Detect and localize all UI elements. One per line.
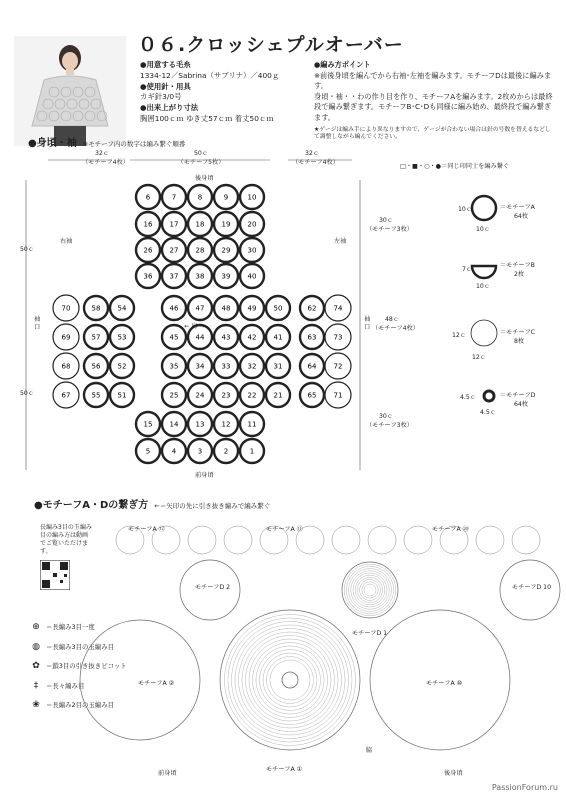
dim-right-top-sub: （モチーフ3枚）: [366, 226, 413, 233]
motif-number: 25: [169, 391, 179, 400]
legend-symbol-icon: ‡: [33, 680, 39, 691]
size-heading: ●出来上がり寸法: [140, 103, 199, 113]
motif-c-count: 8枚: [514, 338, 525, 345]
section2-sub: ←＝矢印の先に引き抜き編みで編み繋ぐ: [154, 502, 271, 510]
materials-value: 1334-12／Sabrina（サブリナ）／400ｇ: [140, 70, 280, 80]
join-label-a2: モチーフA ②: [138, 680, 175, 687]
join-label-a1: モチーフA ①: [266, 766, 303, 773]
dim-top-left-value: 32ｃ: [94, 150, 110, 157]
lace-ring: [364, 584, 376, 596]
legend-symbol-icon: ⊕: [32, 622, 40, 632]
motif-number: 53: [117, 333, 127, 342]
lace-ring: [242, 632, 338, 728]
motif-number: 54: [117, 304, 127, 313]
lace-ring: [512, 526, 540, 554]
motif-number: 13: [195, 420, 205, 429]
motif-number: 70: [61, 304, 71, 313]
section-title-text: ●身頃・袖: [28, 138, 77, 149]
dim-top-mid-sub: （モチーフ5枚）: [177, 159, 225, 166]
dim-right-mid-sub: （モチーフ4枚）: [372, 325, 419, 332]
lace-ring: [224, 526, 252, 554]
lace-ring: [270, 660, 310, 700]
motif-number: 39: [221, 272, 231, 281]
motif-number: 71: [333, 391, 343, 400]
motif-number: 16: [143, 220, 153, 229]
motif-number: 52: [117, 362, 127, 371]
motif-d-h: 4.5ｃ: [460, 394, 477, 401]
lace-ring: [228, 618, 352, 742]
motif-c-w: 12ｃ: [472, 354, 487, 361]
motif-number: 46: [169, 304, 179, 313]
motif-number: 15: [143, 420, 153, 429]
motif-number: 37: [169, 272, 179, 281]
motif-number: 73: [333, 333, 343, 342]
motif-number: 42: [247, 333, 257, 342]
motif-number: 6: [145, 193, 151, 202]
motif-number: 43: [221, 333, 231, 342]
lace-ring: [263, 653, 317, 707]
motif-b-count: 2枚: [514, 271, 525, 278]
motif-number: 2: [223, 447, 229, 456]
motif-number: 34: [195, 362, 205, 371]
motif-c-label: ＝モチーフC: [500, 329, 535, 336]
join-label-d10: モチーフD 10: [512, 584, 552, 591]
motif-number: 18: [195, 220, 205, 229]
motif-number: 56: [91, 362, 101, 371]
motif-number: 7: [171, 193, 177, 202]
legend-symbol-icon: ❀: [32, 700, 40, 710]
lace-ring: [239, 629, 342, 732]
section-sub: ※モチーフ内の数字は編み繋ぐ順番: [82, 140, 186, 148]
motif-number: 3: [197, 447, 203, 456]
motif-number: 47: [195, 304, 205, 313]
motif-number: 33: [221, 362, 231, 371]
join-label-a11: モチーフA ⑪: [266, 526, 303, 533]
motif-number: 45: [169, 333, 179, 342]
lace-ring: [249, 639, 331, 721]
dim-right-bottom-sub: （モチーフ3枚）: [366, 422, 413, 429]
motif-number: 57: [91, 333, 101, 342]
lace-ring: [360, 580, 381, 601]
legend-text: ＝長編み2目の玉編み目: [46, 701, 114, 709]
label-sleeve-opening-right: 袖口: [364, 316, 371, 331]
lace-ring: [256, 646, 324, 714]
lace-ring: [404, 526, 432, 554]
legend-text: ＝長編み3目一度: [46, 623, 95, 631]
motif-b-w: 10ｃ: [476, 283, 491, 290]
lace-ring: [353, 573, 387, 607]
join-label-a10: モチーフA ⑩: [426, 680, 463, 687]
legend-symbol-icon: ◍: [32, 641, 40, 652]
motif-number: 67: [61, 391, 71, 400]
lace-ring: [282, 672, 298, 688]
motif-number: 29: [221, 246, 231, 255]
points-heading: ●編み方ポイント: [314, 60, 371, 69]
motif-a-h: 10ｃ: [458, 206, 473, 213]
motif-number: 1: [249, 447, 255, 456]
lace-ring: [225, 615, 356, 746]
motif-d-w: 4.5ｃ: [480, 409, 497, 416]
motif-number: 9: [223, 193, 229, 202]
dim-top-right-sub: （モチーフ4枚）: [292, 159, 339, 166]
motif-number: 50: [273, 304, 283, 313]
lace-ring: [246, 636, 335, 725]
motif-a-label: ＝モチーフA: [500, 204, 535, 211]
motif-a-w: 10ｃ: [476, 226, 491, 233]
qr-caption: 長編み3目の玉編み目の編み方は動画でご覧いただけます。: [40, 524, 92, 555]
motif-number: 4: [171, 447, 177, 456]
dim-top-mid-value: 50ｃ: [193, 150, 209, 157]
motif-number: 24: [195, 391, 205, 400]
lace-ring: [357, 577, 382, 602]
motif-a-count: 64枚: [514, 213, 529, 220]
motif-number: 69: [61, 333, 71, 342]
motif-number: 68: [61, 362, 71, 371]
motif-number: 28: [195, 246, 205, 255]
dim-right-top-value: 30ｃ: [378, 217, 394, 224]
lace-ring: [368, 526, 396, 554]
motif-number: 26: [143, 246, 153, 255]
lace-ring: [188, 526, 216, 554]
label-sleeve-opening-left: 袖口: [34, 316, 41, 331]
motif-number: 49: [247, 304, 257, 313]
materials-heading: ●用意する毛糸: [140, 60, 191, 69]
points-line-2: 身頃・袖・・わの作り目を作り、モチーフAを編みます。2枚めからは最終段で編み繋ぎます。モチーフB･C･Dも同様に編み始め、最終段で編み繋ぎます。: [314, 91, 553, 122]
dim-left-bottom: 50ｃ: [20, 390, 35, 397]
lace-ring: [220, 610, 360, 750]
lace-ring: [346, 566, 393, 613]
label-side: 脇: [366, 747, 373, 754]
motif-number: 35: [169, 362, 179, 371]
label-front-body: 前身頃: [158, 770, 177, 777]
legend-symbol-icon: ✿: [32, 661, 40, 671]
motif-c-h: 12ｃ: [452, 332, 467, 339]
motif-number: 30: [247, 246, 257, 255]
label-right-sleeve: 右袖: [60, 238, 73, 245]
label-back: 後身頃: [195, 175, 214, 182]
tools-value: カギ針3/0号: [140, 92, 182, 102]
dim-right-mid-value: 48ｃ: [384, 316, 400, 323]
lace-ring: [267, 657, 314, 704]
page-title: ０６.クロッシェプルオーバー: [138, 34, 404, 56]
gauge-note: ★ゲージは編み手により異なりますので、ゲージが合わない場合は針の号数を替えるなどして調整しながら編んでください。: [314, 127, 551, 141]
motif-number: 64: [307, 362, 317, 371]
lace-ring: [342, 562, 398, 618]
lace-ring: [253, 643, 328, 718]
motif-number: 17: [169, 220, 179, 229]
motif-number: 36: [143, 272, 153, 281]
join-label-d1: モチーフD 1: [352, 630, 388, 637]
motif-number: 55: [91, 391, 101, 400]
motif-number: 51: [117, 391, 127, 400]
motif-d-label: ＝モチーフD: [500, 392, 536, 399]
join-label-a20: モチーフA ⑳: [432, 526, 469, 533]
motif-b-label: ＝モチーフB: [500, 262, 535, 269]
label-front: 前身頃: [195, 472, 214, 479]
motif-number: 21: [273, 391, 283, 400]
motif-number: 40: [247, 272, 257, 281]
lace-ring: [476, 526, 504, 554]
motif-number: 44: [195, 333, 205, 342]
lace-ring: [351, 571, 389, 609]
section2-title-text: ●モチーフA・Dの繋ぎ方: [34, 500, 149, 511]
motif-number: 58: [91, 304, 101, 313]
motif-number: 41: [273, 333, 283, 342]
dim-top-right-value: 32ｃ: [304, 150, 320, 157]
motif-number: 74: [333, 304, 343, 313]
label-shoulder: ← 肩 →: [184, 323, 205, 330]
motif-number: 23: [221, 391, 231, 400]
size-value: 胸囲100ｃｍ ゆき丈57ｃｍ 着丈50ｃｍ: [140, 113, 274, 123]
lace-ring: [332, 526, 360, 554]
watermark: PassionForum.ru: [491, 783, 558, 792]
motif-number: 20: [247, 220, 257, 229]
tools-heading: ●使用針・用具: [140, 81, 191, 91]
motif-number: 19: [221, 220, 231, 229]
join-label-d2: モチーフD 2: [195, 584, 231, 591]
lace-ring: [349, 569, 392, 612]
motif-number: 5: [145, 447, 151, 456]
lace-ring: [344, 564, 396, 616]
motif-number: 8: [197, 193, 203, 202]
motif-number: 65: [307, 391, 317, 400]
motif-number: 72: [333, 362, 343, 371]
motif-number: 32: [247, 362, 257, 371]
legend-text: ＝長々編み目: [46, 681, 85, 690]
lace-ring: [362, 582, 378, 598]
lace-ring: [235, 625, 345, 735]
legend-text: ＝長編み3目の玉編み目: [46, 642, 114, 651]
motif-number: 10: [247, 193, 257, 202]
motif-number: 11: [247, 420, 257, 429]
motif-b-h: 7ｃ: [462, 266, 473, 273]
label-back-body: 後身頃: [444, 770, 463, 777]
motif-number: 12: [221, 420, 231, 429]
lace-ring: [260, 650, 321, 711]
legend-text: ＝鎖3目の引き抜きピコット: [46, 662, 127, 670]
motif-number: 22: [247, 391, 257, 400]
dim-left-top: 50ｃ: [20, 246, 35, 253]
motif-number: 63: [307, 333, 317, 342]
dim-right-bottom-value: 30ｃ: [378, 413, 394, 420]
dim-top-left-sub: （モチーフ4枚）: [82, 159, 129, 166]
motif-number: 14: [169, 420, 179, 429]
join-note: □・■・○・●＝同じ印同士を編み繋ぐ: [400, 163, 510, 170]
points-line-1: ※前後身頃を編んでから右袖･左袖を編みます。モチーフDは最後に編みます。: [314, 70, 552, 90]
motif-number: 27: [169, 246, 179, 255]
motif-number: 48: [221, 304, 231, 313]
label-left-sleeve: 左袖: [334, 238, 347, 245]
motif-d-count: 64枚: [514, 401, 529, 408]
motif-number: 31: [273, 362, 283, 371]
join-label-a12: モチーフA ⑫: [128, 526, 165, 533]
motif-number: 38: [195, 272, 205, 281]
motif-number: 62: [307, 304, 317, 313]
